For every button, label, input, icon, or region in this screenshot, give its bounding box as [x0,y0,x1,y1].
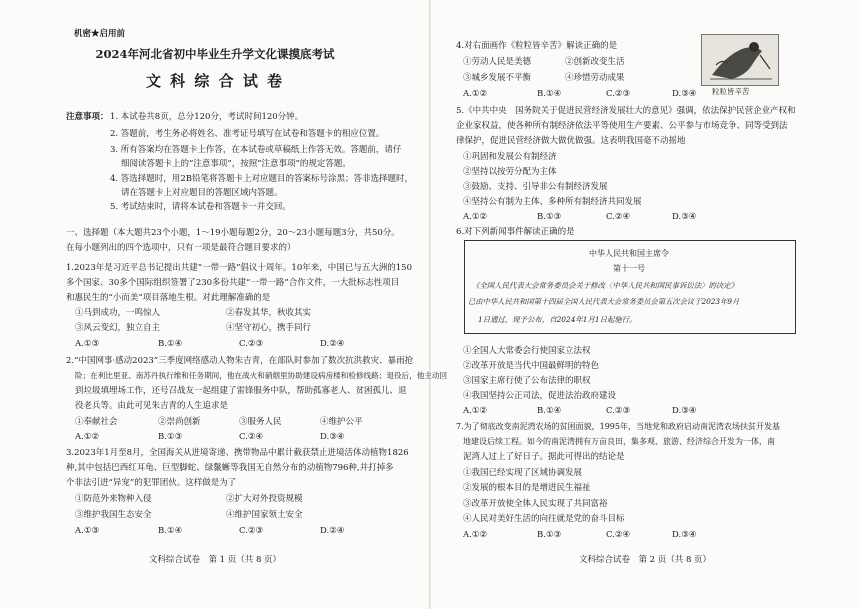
question-6-text: 6.对下列新闻事件解读正确的是 [456,227,575,237]
question-2-text: 险；在利比里亚、南苏丹执行维和任务期间，他在战火和硝烟里协助建设病房楼和检修线路；退役后，他主动回 [75,371,448,380]
question-3-text: 种,其中包括巴西红耳龟、巨型脚蛇、绿鬣蜥等我国无自然分布的动植物796种,并打掉多 [66,463,394,473]
question-2-text: 到垃圾填埋场工作，还号召战友一起组建了雷锋服务中队，帮助孤寡老人、贫困孤儿、退 [75,386,407,396]
page-footer: 文科综合试卷 第 2 页（共 8 页） [578,555,712,565]
answer-choice: B.①④ [537,406,562,416]
exam-title: 2024年河北省初中毕业生升学文化课摸底考试 [95,47,335,61]
option: ①巩固和发展公有制经济 [463,152,557,162]
option: ②扩大对外投资规模 [226,494,303,504]
answer-choice: B.①④ [158,526,183,536]
notice-line: 请在答题卡上对应题目的答题区域内答题。 [121,188,283,198]
answer-choice: D.③④ [672,212,697,222]
answer-choice: B.①③ [537,530,562,540]
answer-choice: D.③④ [672,89,697,99]
answer-choice: A.①② [463,406,488,416]
decree-body: 1日通过，现予公布，自2024年1月1日起施行。 [478,315,637,324]
farmer-drawing [702,35,778,85]
answer-choice: B.①④ [158,339,183,349]
answer-choice: C.②④ [606,212,631,222]
answer-choice: C.②③ [606,89,631,99]
option: ①全国人大常委会行使国家立法权 [463,346,591,356]
question-3-text: 3.2023年1月至8月，全国海关从进境寄递、携带物品中累计截获禁止进境活体动植物1826 [66,448,409,458]
notice-line: 细阅读答题卡上的“注意事项”，按照“注意事项”的规定答题。 [121,159,351,169]
answer-choice: A.①② [463,530,488,540]
notice-line: 3. 所有答案均在答题卡上作答，在本试卷或草稿纸上作答无效。答题前，请仔 [110,145,402,155]
question-5-text: 5.《中共中央 国务院关于促进民营经济发展壮大的意见》强调，依法保护民营企业产权和 [456,106,796,116]
decree-body: 《全国人民代表大会常务委员会关于修改〈中华人民共和国民事诉讼法〉的决定》 [472,281,739,290]
illustration-caption: 粒粒皆辛苦 [712,87,750,96]
option: ①奉献社会 [75,417,118,427]
option: ③服务人民 [239,417,282,427]
question-4-text: 4.对右面画作《粒粒皆辛苦》解读正确的是 [456,41,618,51]
question-7-text: 泥湾人过上了好日子。据此可得出的结论是 [463,452,625,462]
option: ③维护我国生态安全 [75,510,152,520]
option: ③城乡发展不平衡 [463,73,532,83]
option: ①我国已经实现了区域协调发展 [463,468,583,478]
answer-choice: D.②④ [320,526,345,536]
option: ②改革开放是当代中国最鲜明的特色 [463,361,600,371]
question-2-text: 2.“中国网事·感动2023”三季度网络感动人物朱吉青，在部队时参加了数次抗洪救灾、暴雨抢 [66,356,414,366]
answer-choice: D.②④ [320,339,345,349]
paper-title: 文 科 综 合 试 卷 [145,72,285,90]
secret-label: 机密★启用前 [74,29,126,39]
option: ②发展的根本目的是增进民生福祉 [463,483,591,493]
answer-choice: A.①② [463,89,488,99]
answer-choice: A.①③ [75,339,100,349]
question-1-text: 1.2023年是习近平总书记提出共建“一带一路”倡议十周年。10年来，中国已与五大洲的150 [66,263,412,273]
question-3-text: 个非法引进“异宠”的犯罪团伙。这样做是为了 [66,478,237,488]
question-5-text: 律保护，促进民营经济做大做优做强。这表明我国毫不动摇地 [456,136,686,146]
option: ④坚持公有制为主体、多种所有制经济共同发展 [463,197,642,207]
section-heading: 一、选择题（本大题共23个小题，1～19小题每题2分，20～23小题每题3分，共50分。 [66,228,400,238]
question-1-text: 多个国家、30多个国际组织签署了230多份共建“一带一路”合作文件，一大批标志性项目 [66,278,400,288]
painting-illustration [701,34,779,86]
option: ②坚持以按劳分配为主体 [463,167,557,177]
notice-line: 2. 答题前，考生务必将姓名、准考证号填写在试卷和答题卡的相应位置。 [110,129,385,139]
option: ③风云变幻，独立自主 [75,323,161,333]
answer-choice: C.②④ [606,530,631,540]
option: ②春发其华，秋收其实 [226,308,312,318]
decree-heading: 中华人民共和国主席令 [589,249,669,258]
decree-number: 第十一号 [613,264,645,273]
option: ④我国坚持公正司法，促进法治政府建设 [463,391,617,401]
option: ②创新改变生活 [565,57,625,67]
option: ④维护公平 [320,417,363,427]
option: ④坚守初心，携手同行 [226,323,312,333]
answer-choice: D.③④ [320,432,345,442]
option: ②崇尚创新 [158,417,201,427]
answer-choice: A.①③ [75,526,100,536]
option: ③改革开放使全体人民实现了共同富裕 [463,499,608,509]
answer-choice: B.①④ [537,89,562,99]
option: ④人民对美好生活的向往就是党的奋斗目标 [463,514,625,524]
answer-choice: B.①③ [537,212,562,222]
notice-line: 5. 考试结束时，请将本试卷和答题卡一并交回。 [110,202,291,212]
answer-choice: B.①③ [158,432,183,442]
option: ①马到成功，一鸣惊人 [75,308,161,318]
answer-choice: D.③④ [672,406,697,416]
answer-choice: D.③④ [672,530,697,540]
page-footer: 文科综合试卷 第 1 页（共 8 页） [148,555,282,565]
option: ③鼓励、支持、引导非公有制经济发展 [463,182,608,192]
question-5-text: 企业家权益，使各种所有制经济依法平等使用生产要素、公平参与市场竞争、同等受到法 [456,121,788,131]
option: ①防范外来物种入侵 [75,494,152,504]
decree-body: 已由中华人民共和国第十四届全国人民代表大会常务委员会第五次会议于2023年9月 [468,297,740,306]
question-1-text: 和惠民生的“小而美”项目落地生根。对此理解准确的是 [66,293,271,303]
option: ①劳动人民是美德 [463,57,532,67]
notice-label: 注意事项： [66,112,109,122]
question-2-text: 役老兵等。由此可见朱吉青的人生追求是 [75,401,229,411]
option: ④维护国家领土安全 [226,510,303,520]
section-heading-sub: 在每小题列出的四个选项中，只有一项是最符合题目要求的） [66,243,296,253]
notice-line: 4. 答选择题时，用2B铅笔将答题卡上对应题目的答案标号涂黑；答非选择题时， [110,174,413,184]
answer-choice: C.②③ [239,339,264,349]
answer-choice: A.①② [75,432,100,442]
answer-choice: A.①② [463,212,488,222]
question-7-text: 7.为了彻底改变南泥湾农场的贫困面貌，1995年，当地党和政府启动南泥湾农场扶贫开发基 [456,422,780,431]
notice-line: 1. 本试卷共8页，总分120分，考试时间120分钟。 [110,112,304,122]
answer-choice: C.②④ [239,432,264,442]
question-7-text: 地建设后续工程。如今的南泥湾拥有万亩良田，集多观、旅游、经济综合开发为一体，南 [463,437,775,446]
option: ③国家主席行使了公布法律的职权 [463,376,591,386]
answer-choice: C.②③ [606,406,631,416]
option: ④珍惜劳动成果 [565,73,625,83]
answer-choice: C.②③ [239,526,264,536]
